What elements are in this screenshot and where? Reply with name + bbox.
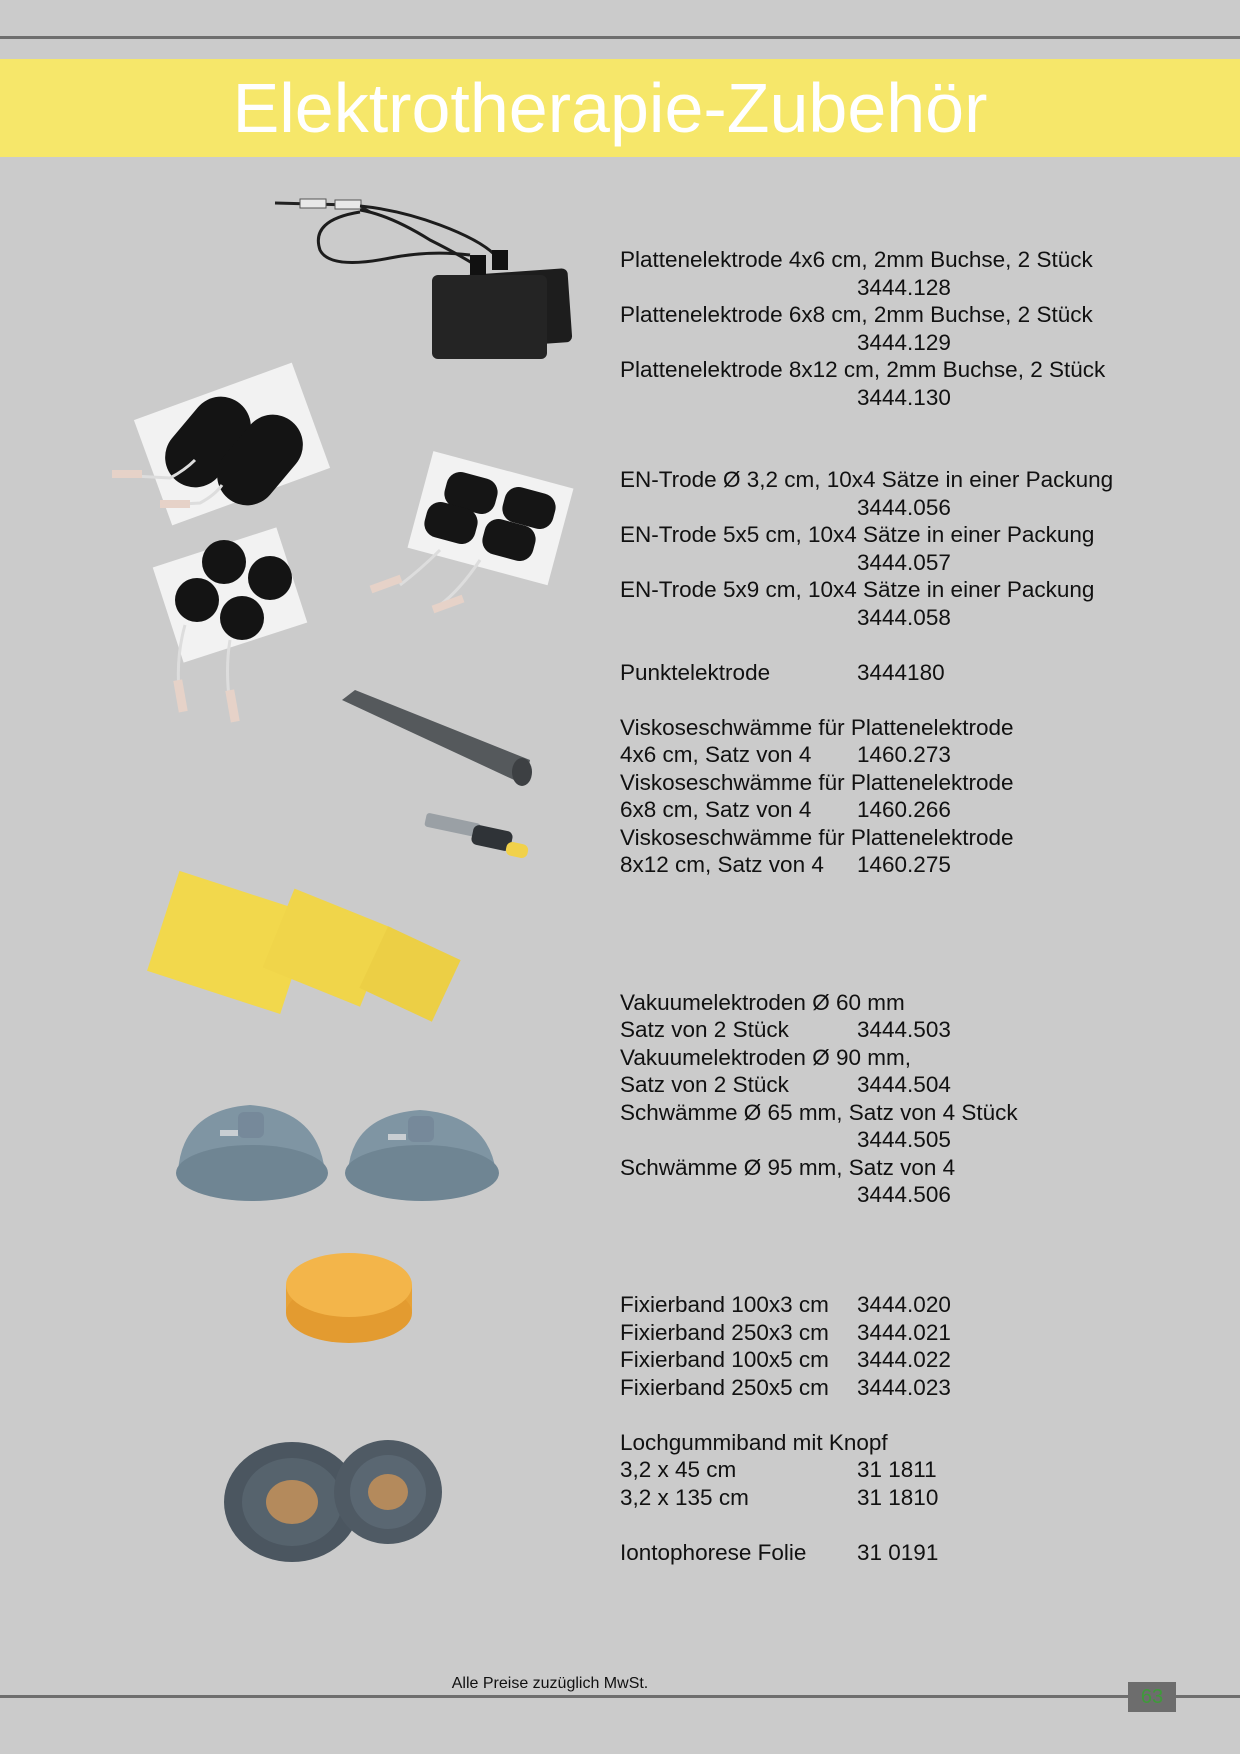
product-label: 8x12 cm, Satz von 4 <box>620 852 824 877</box>
product-label: EN-Trode 5x5 cm, 10x4 Sätze in einer Packung <box>620 522 1095 547</box>
product-code: 3444.506 <box>857 1182 951 1207</box>
product-row <box>620 330 1220 356</box>
product-label: Plattenelektrode 6x8 cm, 2mm Buchse, 2 Stück <box>620 302 1093 327</box>
product-label: 4x6 cm, Satz von 4 <box>620 742 812 767</box>
product-row <box>620 357 1220 383</box>
product-row <box>620 715 1220 741</box>
product-row <box>620 1072 1220 1098</box>
product-row <box>620 385 1220 411</box>
product-row <box>620 1430 1220 1456</box>
product-row <box>620 467 1220 493</box>
product-row <box>620 495 1220 521</box>
product-row <box>620 522 1220 548</box>
product-code: 3444.504 <box>857 1072 951 1097</box>
product-label: Viskoseschwämme für Plattenelektrode <box>620 715 1014 740</box>
product-row <box>620 1540 1220 1566</box>
product-row <box>620 1347 1220 1373</box>
product-label: Schwämme Ø 65 mm, Satz von 4 Stück <box>620 1100 1018 1125</box>
product-row <box>620 770 1220 796</box>
product-label: Plattenelektrode 4x6 cm, 2mm Buchse, 2 Stück <box>620 247 1093 272</box>
product-row <box>620 852 1220 878</box>
product-row <box>620 1100 1220 1126</box>
footer-note: Alle Preise zuzüglich MwSt. <box>451 1675 649 1692</box>
product-label: Fixierband 100x3 cm <box>620 1292 829 1317</box>
product-label: 3,2 x 135 cm <box>620 1485 749 1510</box>
product-row <box>620 275 1220 301</box>
product-row <box>620 1045 1220 1071</box>
product-label: Punktelektrode <box>620 660 771 685</box>
product-label: Vakuumelektroden Ø 90 mm, <box>620 1045 911 1070</box>
product-code: 3444.022 <box>857 1347 951 1372</box>
product-label: Lochgummiband mit Knopf <box>620 1430 888 1455</box>
product-label: Satz von 2 Stück <box>620 1017 789 1042</box>
product-code: 1460.273 <box>857 742 951 767</box>
product-label: Iontophorese Folie <box>620 1540 807 1565</box>
product-row <box>620 1485 1220 1511</box>
product-code: 3444.130 <box>857 385 951 410</box>
product-code: 3444.505 <box>857 1127 951 1152</box>
product-row <box>620 302 1220 328</box>
product-code: 3444.057 <box>857 550 951 575</box>
product-code: 3444.058 <box>857 605 951 630</box>
product-row <box>620 605 1220 631</box>
product-row <box>620 825 1220 851</box>
product-label: Schwämme Ø 95 mm, Satz von 4 <box>620 1155 956 1180</box>
product-row <box>620 1017 1220 1043</box>
page-number: 63 <box>1128 1682 1176 1712</box>
product-label: Satz von 2 Stück <box>620 1072 789 1097</box>
product-label: Fixierband 250x5 cm <box>620 1375 829 1400</box>
product-row <box>620 1457 1220 1483</box>
product-code: 3444.128 <box>857 275 951 300</box>
product-row <box>620 660 1220 686</box>
product-row <box>620 1182 1220 1208</box>
product-label: Fixierband 250x3 cm <box>620 1320 829 1345</box>
product-code: 3444.020 <box>857 1292 951 1317</box>
product-label: Viskoseschwämme für Plattenelektrode <box>620 770 1014 795</box>
product-label: Fixierband 100x5 cm <box>620 1347 829 1372</box>
product-row <box>620 1292 1220 1318</box>
product-label: 6x8 cm, Satz von 4 <box>620 797 812 822</box>
product-label: EN-Trode 5x9 cm, 10x4 Sätze in einer Packung <box>620 577 1095 602</box>
product-label: Plattenelektrode 8x12 cm, 2mm Buchse, 2 Stück <box>620 357 1106 382</box>
product-row <box>620 1375 1220 1401</box>
product-code: 1460.275 <box>857 852 951 877</box>
product-label: 3,2 x 45 cm <box>620 1457 737 1482</box>
product-label: Vakuumelektroden Ø 60 mm <box>620 990 905 1015</box>
product-code: 3444.021 <box>857 1320 951 1345</box>
product-code: 31 0191 <box>857 1540 939 1565</box>
bottom-rule <box>0 1695 1240 1698</box>
product-label: Viskoseschwämme für Plattenelektrode <box>620 825 1014 850</box>
product-row <box>620 550 1220 576</box>
page-title: Elektrotherapie-Zubehör <box>232 69 988 147</box>
product-row <box>620 1155 1220 1181</box>
product-code: 3444180 <box>857 660 945 685</box>
product-label: EN-Trode Ø 3,2 cm, 10x4 Sätze in einer Packung <box>620 467 1114 492</box>
product-row <box>620 742 1220 768</box>
product-row <box>620 797 1220 823</box>
product-row <box>620 577 1220 603</box>
product-code: 1460.266 <box>857 797 951 822</box>
product-code: 3444.023 <box>857 1375 951 1400</box>
product-row <box>620 1127 1220 1153</box>
product-row <box>620 1320 1220 1346</box>
product-code: 31 1810 <box>857 1485 939 1510</box>
product-code: 3444.503 <box>857 1017 951 1042</box>
product-code: 31 1811 <box>857 1457 937 1482</box>
product-row <box>620 247 1220 273</box>
product-code: 3444.056 <box>857 495 951 520</box>
product-row <box>620 990 1220 1016</box>
product-code: 3444.129 <box>857 330 951 355</box>
